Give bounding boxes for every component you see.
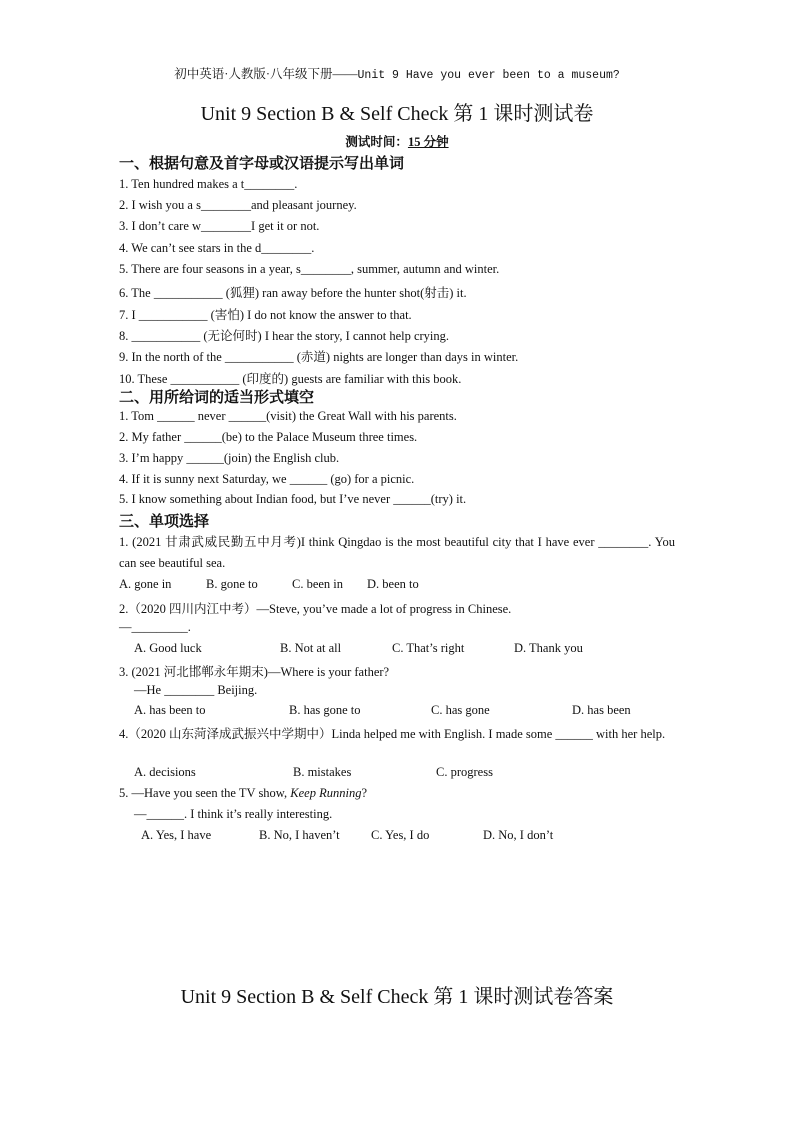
s3-q5-stem-after: ? <box>361 786 368 800</box>
s3-q2-option-b: B. Not at all <box>280 641 342 655</box>
s3-q2-stem: 2.（2020 四川内江中考）—Steve, you’ve made a lot of progress in Chinese. <box>119 602 512 616</box>
s3-q3-option-a: A. has been to <box>134 703 206 717</box>
s3-q2-option-a: A. Good luck <box>134 641 202 655</box>
s1-item-8: 8. ___________ (无论何时) I hear the story, I cannot help crying. <box>119 329 450 343</box>
s3-q5-stem-before: 5. —Have you seen the TV show, <box>119 786 291 800</box>
s1-item-4: 4. We can’t see stars in the d________. <box>119 241 315 255</box>
s1-item-6: 6. The ___________ (狐狸) ran away before the hunter shot(射击) it. <box>119 286 467 300</box>
s3-q3-stem: 3. (2021 河北邯郸永年期末)—Where is your father? <box>119 665 390 679</box>
s1-item-2: 2. I wish you a s________and pleasant journey. <box>119 198 357 212</box>
course-header-unit: Unit 9 Have you ever been to a museum? <box>357 69 620 82</box>
s3-q5-option-b: B. No, I haven’t <box>259 828 340 842</box>
s3-q1-option-c: C. been in <box>292 577 344 591</box>
s3-q1-option-b: B. gone to <box>206 577 258 591</box>
section1-heading: 一、根据句意及首字母或汉语提示写出单词 <box>119 154 405 172</box>
s2-item-5: 5. I know something about Indian food, but I’ve never ______(try) it. <box>119 492 467 506</box>
s3-q1-option-d: D. been to <box>367 577 419 591</box>
answer-title: Unit 9 Section B & Self Check 第 1 课时测试卷答案 <box>180 986 614 1008</box>
s3-q2-option-c: C. That’s right <box>392 641 465 655</box>
s3-q5-stem <box>119 786 675 801</box>
s3-q3-option-d: D. has been <box>572 703 631 717</box>
s3-q5-reply: —______. I think it’s really interesting. <box>134 807 333 821</box>
s3-q1-stem: 1. (2021 甘肃武威民勤五中月考)I think Qingdao is the most beautiful city that I have ever ________. You can see beautiful sea. <box>119 535 675 570</box>
s3-q5-option-c: C. Yes, I do <box>371 828 430 842</box>
test-time-value: 15 分钟 <box>407 135 449 149</box>
s3-q4-option-c: C. progress <box>436 765 493 779</box>
s1-item-9: 9. In the north of the ___________ (赤道) nights are longer than days in winter. <box>119 350 519 364</box>
s1-item-3: 3. I don’t care w________I get it or not. <box>119 219 320 233</box>
s2-item-2: 2. My father ______(be) to the Palace Museum three times. <box>119 430 418 444</box>
s3-q1-option-a: A. gone in <box>119 577 172 591</box>
s3-q5-option-a: A. Yes, I have <box>141 828 212 842</box>
s1-item-5: 5. There are four seasons in a year, s________, summer, autumn and winter. <box>119 262 500 276</box>
s2-item-1: 1. Tom ______ never ______(visit) the Great Wall with his parents. <box>119 409 457 423</box>
s1-item-1: 1. Ten hundred makes a t________. <box>119 177 298 191</box>
s2-item-4: 4. If it is sunny next Saturday, we ______ (go) for a picnic. <box>119 472 415 486</box>
section2-heading: 二、用所给词的适当形式填空 <box>119 388 315 406</box>
page-title: Unit 9 Section B & Self Check 第 1 课时测试卷 <box>200 103 594 125</box>
s1-item-10: 10. These ___________ (印度的) guests are familiar with this book. <box>119 372 462 386</box>
s3-q4-option-b: B. mistakes <box>293 765 352 779</box>
test-time <box>0 132 794 150</box>
s1-item-7: 7. I ___________ (害怕) I do not know the answer to that. <box>119 308 412 322</box>
s3-q5-option-d: D. No, I don’t <box>483 828 554 842</box>
s3-q3-reply: —He ________ Beijing. <box>134 683 258 697</box>
test-time-label: 测试时间： <box>345 135 408 149</box>
course-header <box>0 64 794 82</box>
s3-q2-option-d: D. Thank you <box>514 641 583 655</box>
s3-q3-option-c: C. has gone <box>431 703 490 717</box>
section3-heading: 三、单项选择 <box>119 512 210 530</box>
s3-q5-show-title: Keep Running <box>290 786 362 800</box>
s3-q4-stem: 4.（2020 山东菏泽成武振兴中学期中）Linda helped me with English. I made some ______ with her help. <box>119 727 666 741</box>
course-header-prefix: 初中英语·人教版·八年级下册—— <box>174 67 358 81</box>
s2-item-3: 3. I’m happy ______(join) the English club. <box>119 451 340 465</box>
s3-q3-option-b: B. has gone to <box>289 703 361 717</box>
s3-q2-reply: —_________. <box>119 620 191 634</box>
s3-q4-option-a: A. decisions <box>134 765 196 779</box>
